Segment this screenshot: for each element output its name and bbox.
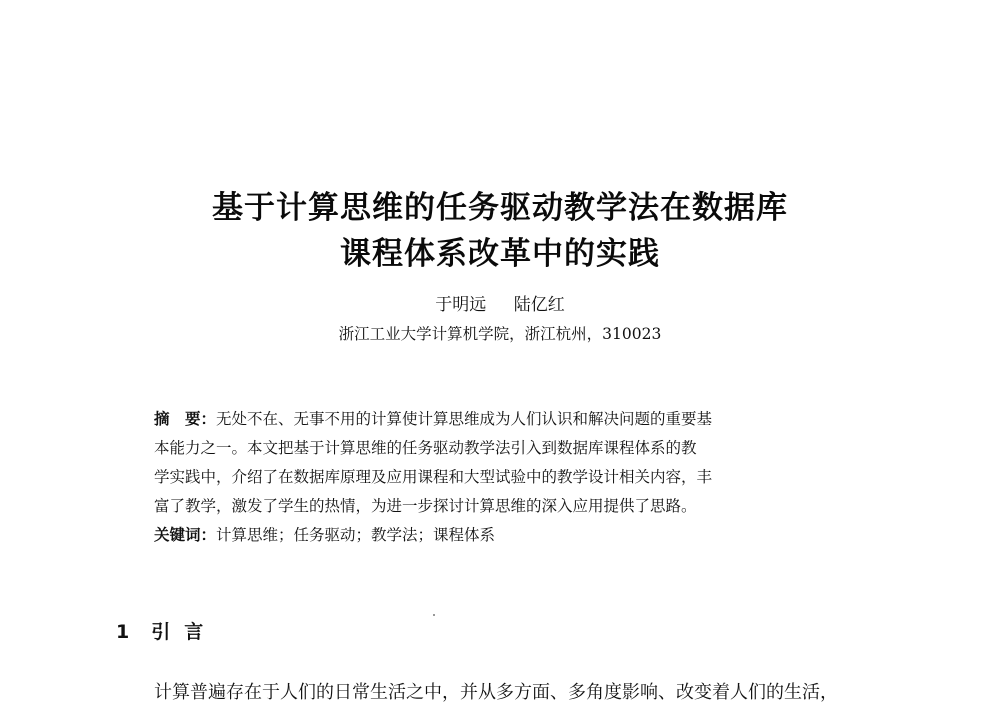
abstract-block [154,405,854,521]
section-number: 1 [116,621,130,643]
author-affiliation: 浙江工业大学计算机学院，浙江杭州，310023 [338,325,662,343]
body-paragraph-line: 计算普遍存在于人们的日常生活之中，并从多方面、多角度影响、改变着人们的生活， [154,682,838,703]
paper-title-line-2: 课程体系改革中的实践 [340,236,660,272]
author-name: 于明远 [435,295,487,315]
abstract-label: 摘 要： [154,410,217,428]
scan-speck [433,614,435,616]
author-list [0,290,1000,315]
keywords-block [154,521,854,550]
paper-title-line-1: 基于计算思维的任务驱动教学法在数据库 [212,190,788,226]
abstract-line: 本能力之一。本文把基于计算思维的任务驱动教学法引入到数据库课程体系的教 [154,439,697,457]
abstract-line: 富了教学，激发了学生的热情，为进一步探讨计算思维的深入应用提供了思路。 [154,497,697,515]
section-heading [116,617,217,644]
section-title: 引言 [151,621,218,643]
abstract-text: 无处不在、无事不用的计算使计算思维成为人们认识和解决问题的重要基 [216,410,713,428]
keywords-label: 关键词： [154,526,217,544]
abstract-line: 学实践中，介绍了在数据库原理及应用课程和大型试验中的教学设计相关内容，丰 [154,468,713,486]
abstract-line [154,405,854,434]
keywords-text: 计算思维；任务驱动；教学法；课程体系 [216,526,496,544]
author-name: 陆亿红 [513,295,565,315]
